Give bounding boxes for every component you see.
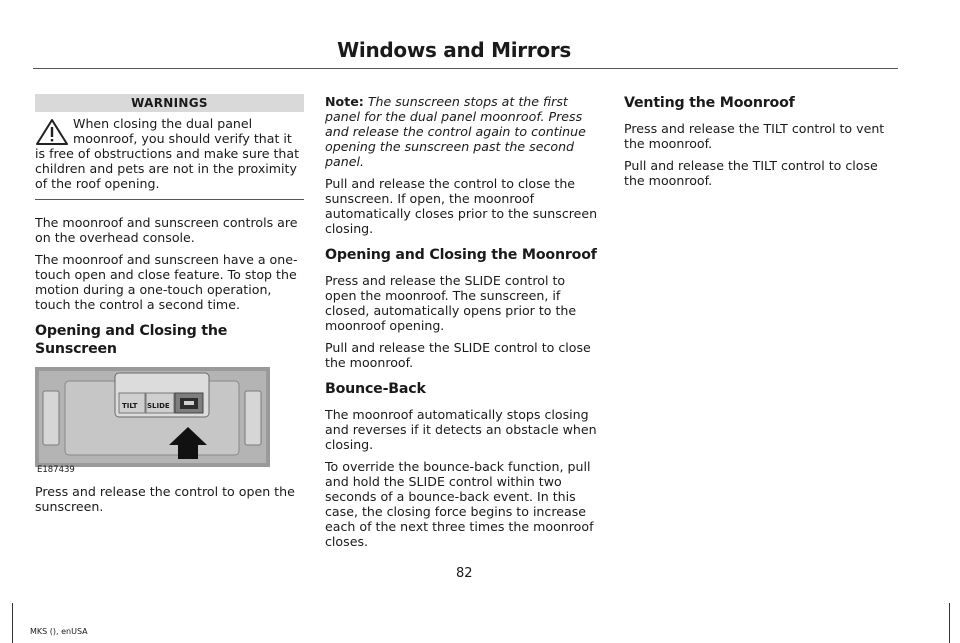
warning-triangle-icon	[35, 118, 69, 146]
slide-label: SLIDE	[147, 402, 170, 410]
page-number: 82	[456, 566, 473, 581]
header-rule	[33, 68, 898, 69]
paragraph-bounce-detect: The moonroof automatically stops closing and reverses if it detects an obstacle when closing.	[325, 407, 597, 452]
paragraph-vent: Press and release the TILT control to vent the moonroof.	[624, 121, 885, 151]
paragraph-one-touch: The moonroof and sunscreen have a one-touch open and close feature. To stop the motion during a one-touch operation, touch the control a second time.	[35, 252, 298, 312]
column-2	[325, 94, 600, 556]
note-paragraph	[325, 94, 600, 169]
paragraph-close-moonroof: Pull and release the SLIDE control to close the moonroof.	[325, 340, 591, 370]
paragraph-open-moonroof: Press and release the SLIDE control to open the moonroof. The sunscreen, if closed, automatically opens prior to the moonroof opening.	[325, 273, 577, 333]
paragraph-controls-location: The moonroof and sunscreen controls are on the overhead console.	[35, 215, 298, 245]
heading-venting: Venting the Moonroof	[624, 95, 795, 111]
overhead-console-figure	[35, 367, 270, 484]
note-text: The sunscreen stops at the first panel for the dual panel moonroof. Press and release the control again to continue opening the sunscreen past the second panel.	[325, 94, 586, 169]
warnings-header: WARNINGS	[35, 94, 304, 112]
tilt-label: TILT	[122, 402, 138, 410]
note-label: Note:	[325, 94, 364, 109]
overhead-console-illustration	[35, 367, 270, 467]
paragraph-open-sunscreen: Press and release the control to open the sunscreen.	[35, 484, 295, 514]
column-1	[35, 94, 304, 521]
warning-box	[35, 112, 304, 191]
heading-moonroof: Opening and Closing the Moonroof	[325, 247, 597, 263]
page-header-title: Windows and Mirrors	[337, 38, 571, 62]
warning-text: When closing the dual panel moonroof, you should verify that it is free of obstructions and make sure that children and pets are not in the proximity of the roof opening.	[35, 116, 300, 191]
paragraph-close-sunscreen: Pull and release the control to close the sunscreen. If open, the moonroof automatically closes prior to the sunscreen closing.	[325, 176, 598, 236]
column-3	[624, 94, 896, 195]
heading-sunscreen: Opening and Closing the Sunscreen	[35, 323, 228, 357]
heading-bounce-back: Bounce-Back	[325, 381, 426, 397]
crop-mark-left	[0, 603, 13, 643]
paragraph-bounce-override: To override the bounce-back function, pull and hold the SLIDE control within two seconds of a bounce-back event. In this case, the closing force begins to increase each of the next three times the moonroof closes.	[325, 459, 594, 549]
warning-rule	[35, 199, 304, 200]
figure-id: E187439	[37, 465, 75, 475]
paragraph-close-vent: Pull and release the TILT control to close the moonroof.	[624, 158, 878, 188]
edition-footer: MKS (), enUSA	[30, 627, 88, 636]
crop-mark-right	[949, 603, 960, 643]
